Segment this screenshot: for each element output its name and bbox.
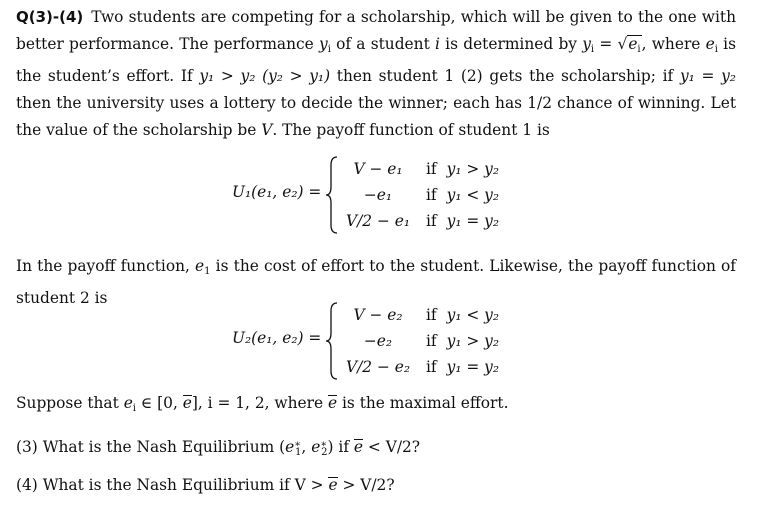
math-i: i <box>435 35 440 53</box>
payoff-2-case-3: V/2 − e₂ if y₁ = y₂ <box>345 358 500 376</box>
math-e-1: $e_1$ <box>195 257 211 277</box>
payoff-1-case-3: V/2 − e₁ if y₁ = y₂ <box>345 212 500 230</box>
math-e-bar: e <box>353 438 364 456</box>
math-e-bar: e <box>182 394 192 412</box>
math-e-bar: e <box>327 394 338 412</box>
payoff-2-case-2: −e₂ if y₁ > y₂ <box>363 332 500 350</box>
payoff-equation-2 <box>0 301 766 381</box>
suppose-paragraph: Suppose that $e_i$ ∈ [0, e], i = 1, 2, where e is the maximal effort. <box>16 394 509 414</box>
math-condition-2: y₁ = y₂ <box>679 67 736 85</box>
question-3: (3) What is the Nash Equilibrium ($e^∗_1$, $e^∗_2$) if e < V/2? <box>16 438 421 458</box>
intro-paragraph: Q(3)-(4) Two students are competing for a scholarship, which will be given to the one with better performance. The performance $y_i$ of a student i is determined by $y_i = √e_i$, where $e_i$ is the student’s effort. If y₁ > y₂ (y₂ > y₁) then student 1 (2) gets the scholarship; if y₁ = y₂ then the university uses a lottery to decide the winner; each has 1/2 chance of winning. Let the value of the scholarship be V. The payoff function of student 1 is <box>16 8 737 139</box>
question-4: (4) What is the Nash Equilibrium if V > e > V/2? <box>16 476 395 494</box>
payoff-2-case-1: V − e₂ if y₁ < y₂ <box>353 306 500 324</box>
math-equilibrium-pair: $e^∗_1$, $e^∗_2$ <box>285 438 328 458</box>
math-y-i: $y_i$ <box>318 35 331 55</box>
left-brace-icon <box>325 155 339 235</box>
payoff-2-lhs: U₂(e₁, e₂) = <box>232 329 322 347</box>
middle-paragraph: In the payoff function, $e_1$ is the cost of effort to the student. Likewise, the payoff function of student 2 is <box>16 257 736 307</box>
math-condition-1: y₁ > y₂ (y₂ > y₁) <box>199 67 331 85</box>
question-label: Q(3)-(4) <box>16 8 84 26</box>
payoff-1-lhs: U₁(e₁, e₂) = <box>232 183 322 201</box>
payoff-1-case-1: V − e₁ if y₁ > y₂ <box>353 160 500 178</box>
math-e-i: $e_i$ <box>123 394 136 414</box>
math-e-bar: e <box>328 476 338 494</box>
left-brace-icon <box>325 301 339 381</box>
payoff-1-case-2: −e₁ if y₁ < y₂ <box>363 186 500 204</box>
payoff-equation-1 <box>0 155 766 235</box>
math-e-i: $e_i$ <box>705 35 718 55</box>
math-sqrt-effort: $y_i = √e_i$ <box>582 35 641 53</box>
math-V: V <box>261 121 273 139</box>
